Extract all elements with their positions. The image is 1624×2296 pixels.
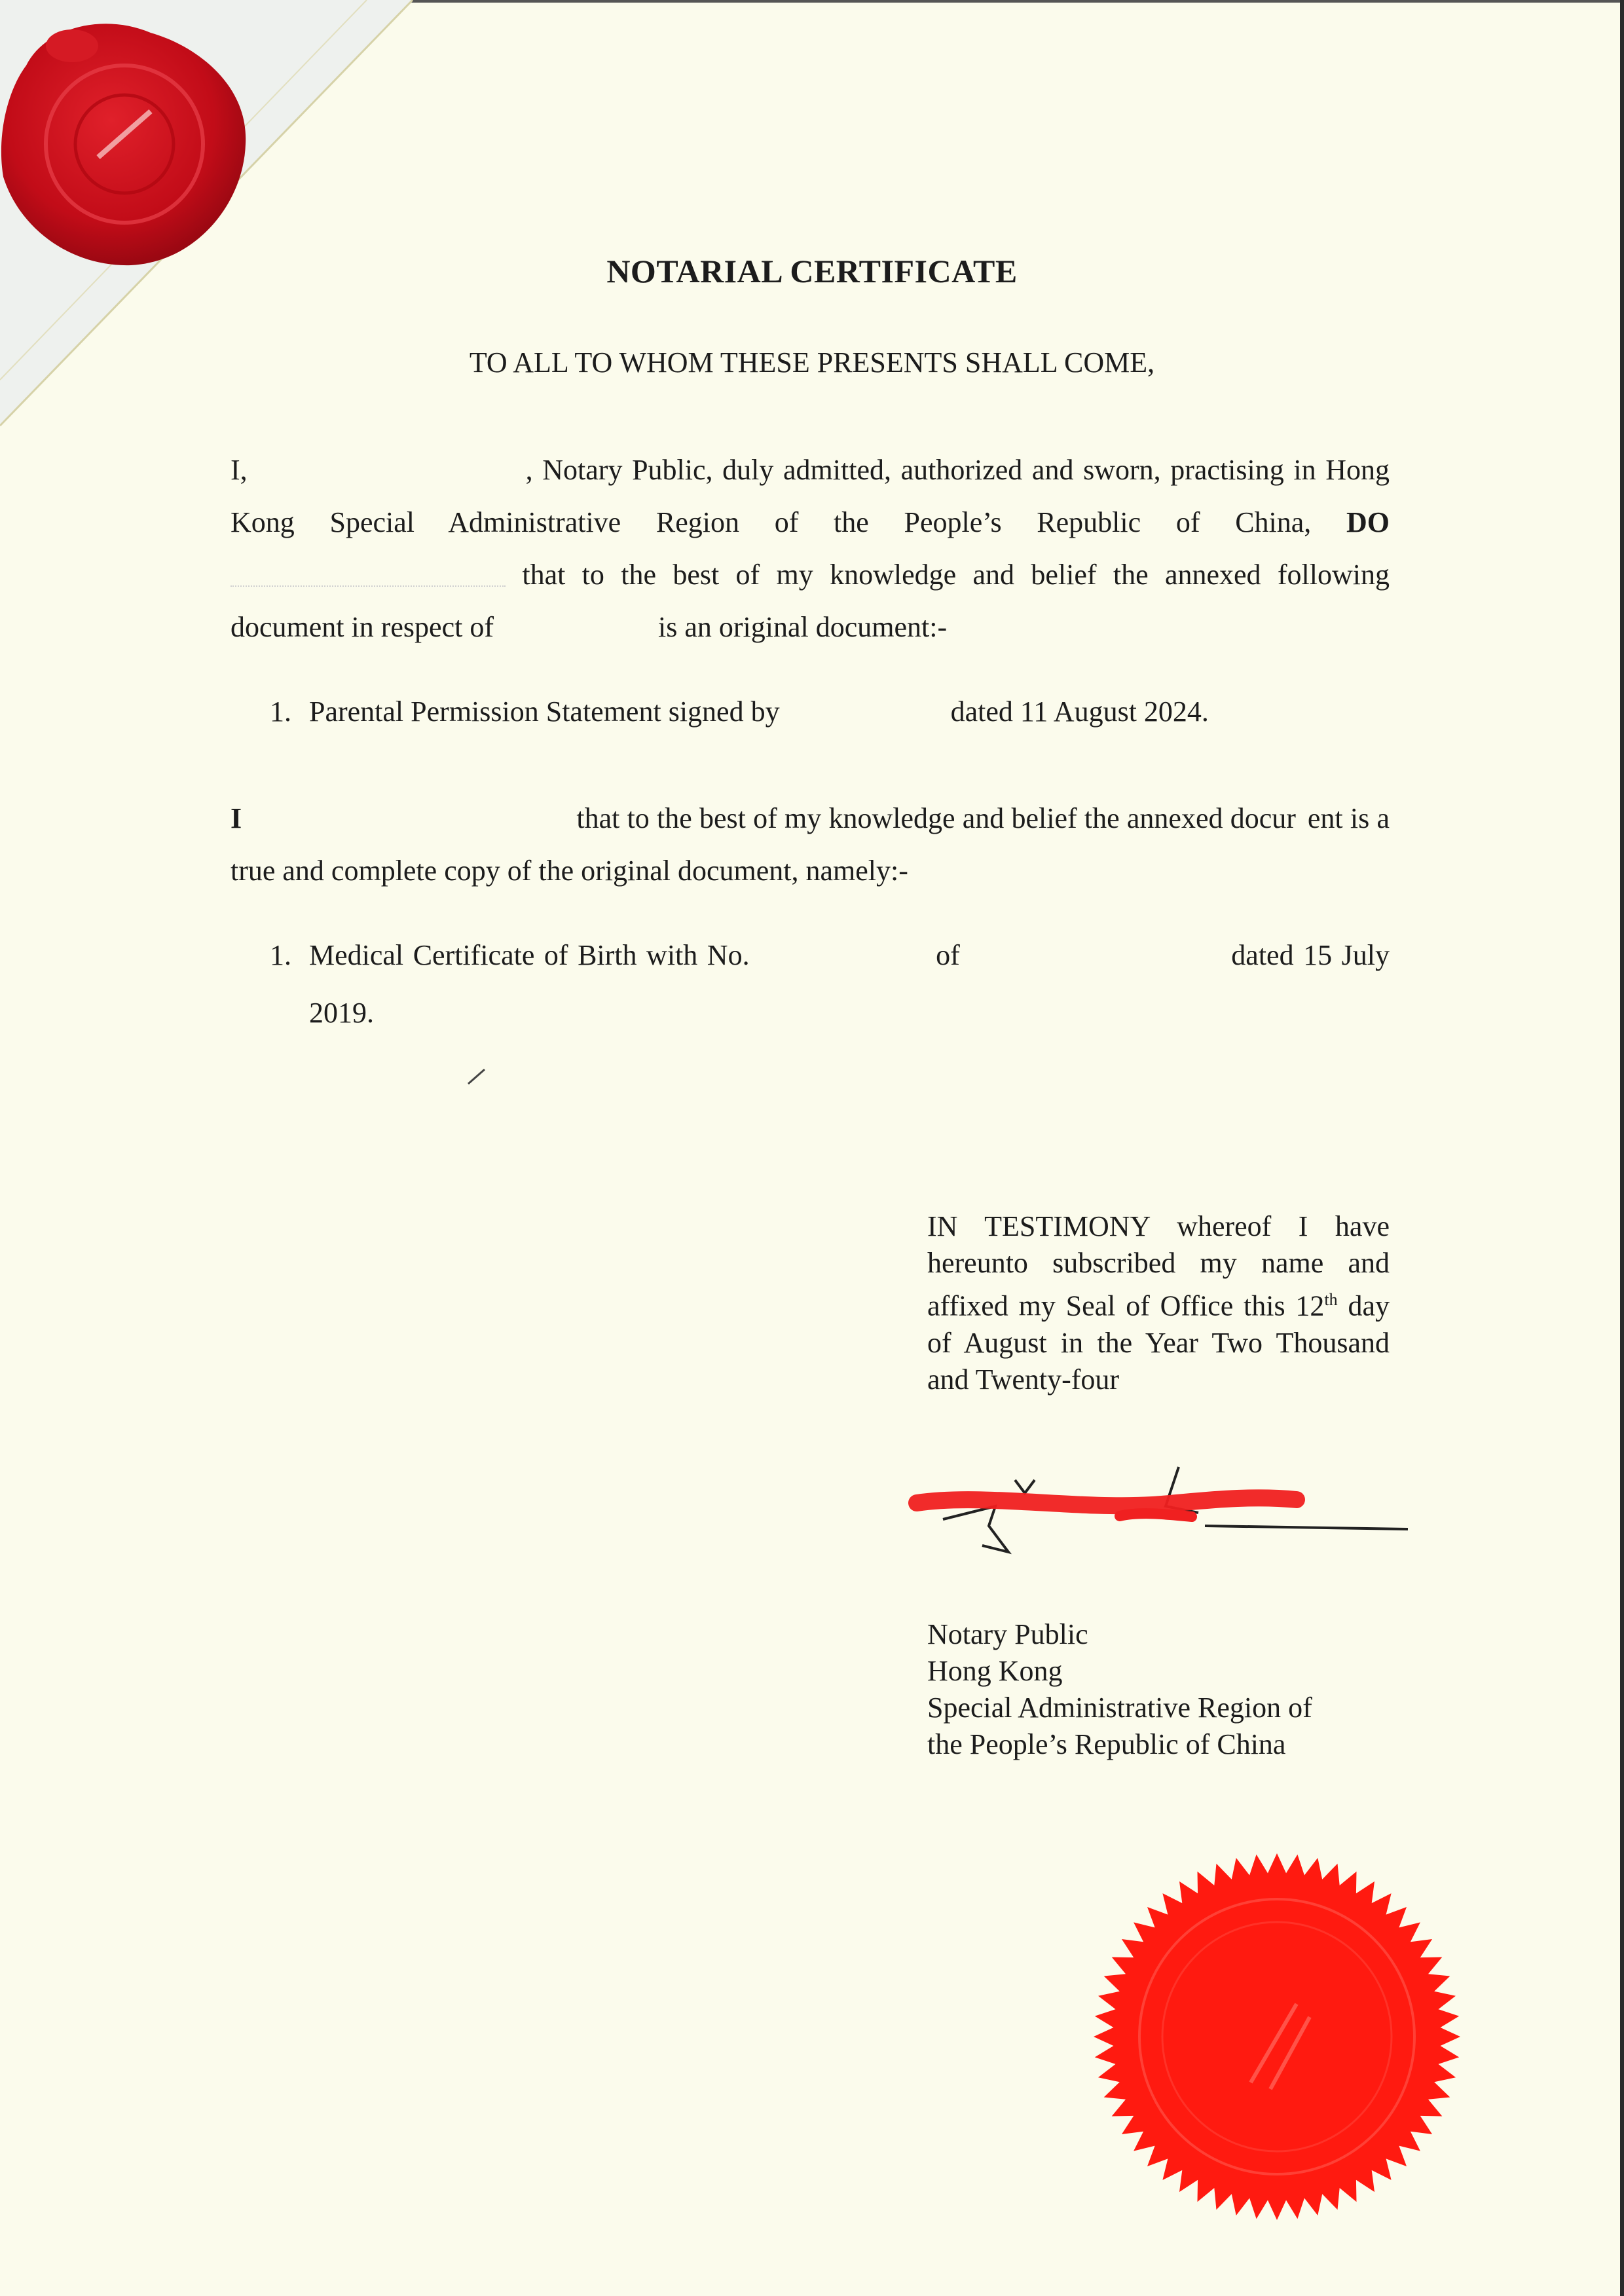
notary-line: Notary Public	[927, 1618, 1088, 1650]
item-number: 1.	[270, 695, 291, 728]
para1-lead: I,	[231, 454, 248, 486]
para1-text-c: is an original document:-	[657, 611, 948, 643]
page-right-edge	[1620, 0, 1624, 2296]
salutation: TO ALL TO WHOM THESE PRESENTS SHALL COME,	[469, 346, 1155, 379]
notary-line: Hong Kong	[927, 1655, 1063, 1687]
item-number: 1.	[270, 939, 291, 971]
para2-lead: I	[231, 802, 242, 834]
redacted-subject	[494, 613, 651, 639]
item-text: Parental Permission Statement signed by dated 11 August 2024.	[309, 695, 1209, 728]
wax-seal-icon	[0, 7, 262, 282]
redacted-certify	[231, 559, 506, 587]
para1-do: DO	[1346, 506, 1390, 538]
para1-text-a: , Notary Public, duly admitted, authorized and sworn, practising in Hong Kong Special Administrative Region of the People’s Republic of China,	[231, 454, 1390, 538]
redacted-certify-2	[242, 804, 569, 830]
notary-designation	[927, 1616, 1425, 1763]
item-text: Medical Certificate of Birth with No. of dated 15 July 2019.	[309, 939, 1390, 1029]
document-title: NOTARIAL CERTIFICATE	[606, 253, 1018, 289]
redacted-signer	[780, 697, 944, 724]
certification-paragraph-2: I that to the best of my knowledge and belief the annexed docur ent is a true and complete copy of the original document, namely:-	[231, 802, 1390, 887]
certification-paragraph-1	[231, 444, 1390, 654]
notary-line: Special Administrative Region of	[927, 1692, 1312, 1724]
redacted-name	[248, 456, 526, 482]
pen-mark	[465, 1064, 491, 1090]
signature-icon	[904, 1454, 1414, 1565]
foil-seal-icon	[1087, 1847, 1467, 2227]
testimony-clause: IN TESTIMONY whereof I have hereunto subscribed my name and affixed my Seal of Office this 12th day of August in the Year Two Thousand and Twenty-four	[927, 1210, 1390, 1396]
para1-text-b: that to the best of my knowledge and belief the annexed following document in respect of	[231, 559, 1390, 643]
notary-line: the People’s Republic of China	[927, 1728, 1286, 1760]
redacted-certificate-number	[750, 941, 927, 967]
redacted-hospital	[960, 941, 1222, 967]
page-top-edge	[406, 0, 1624, 3]
